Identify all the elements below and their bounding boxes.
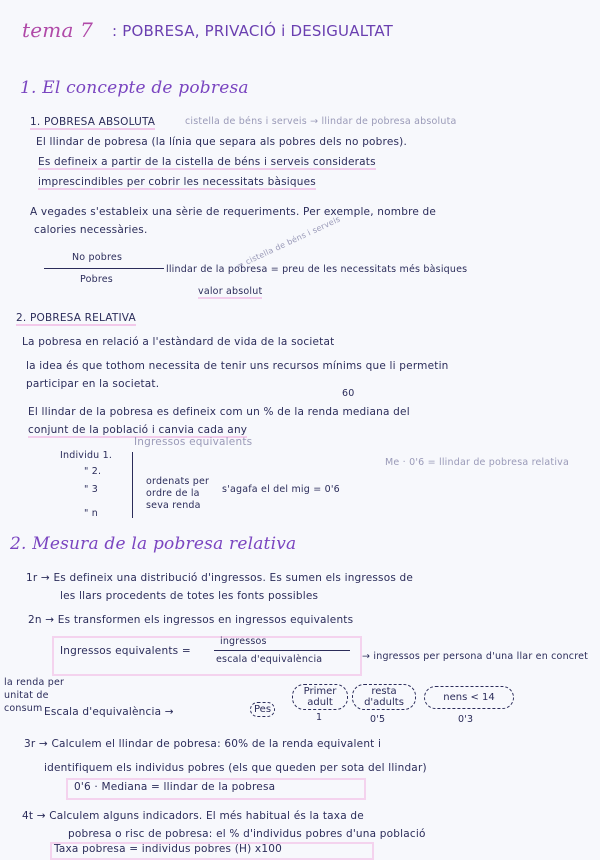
text-line: Es defineix a partir de la cistella de béns i serveis considerats [38, 156, 376, 168]
section1-heading: 1. El concepte de pobresa [20, 78, 249, 98]
cloud-nens: nens < 14 [424, 686, 514, 709]
cloud-pes: Pes [250, 702, 275, 717]
list-item: Individu 1. [60, 450, 113, 461]
section2-heading: 2. Mesura de la pobresa relativa [10, 534, 297, 554]
text-line: El llindar de pobresa (la línia que separa als pobres dels no pobres). [36, 136, 407, 148]
diagram-note: = cistella de béns i serveis [235, 214, 342, 271]
text-line: El llindar de la pobresa es defineix com un % de la renda mediana del [28, 406, 410, 418]
formula-result: → ingressos per persona d'una llar en concret [362, 651, 589, 662]
result-note: s'agafa el del mig = 0'6 [222, 484, 340, 495]
list-item: " 2. [84, 466, 102, 477]
formula-num: ingressos [220, 636, 267, 647]
pct-note: 60 [342, 388, 355, 399]
text-line: participar en la societat. [26, 378, 160, 390]
cloud-resta-adults: resta d'adults [352, 684, 416, 710]
step3-box-text: 0'6 · Mediana = llindar de la pobresa [74, 781, 276, 793]
step-line: identifiquem els individus pobres (els que queden per sota del llindar) [44, 762, 427, 774]
side-note: Me · 0'6 = llindar de pobresa relativa [385, 457, 570, 468]
diagram-right: llindar de la pobresa = preu de les necessitats més bàsiques [166, 264, 468, 275]
list-header: Ingressos equivalents [134, 436, 253, 448]
diagram-bottom: Pobres [80, 274, 113, 285]
divider-line [44, 268, 164, 269]
text-line: A vegades s'estableix una sèrie de requeriments. Per exemple, nombre de [30, 206, 437, 218]
list-item: " n [84, 508, 99, 519]
value-05: 0'5 [370, 714, 386, 725]
text-line: La pobresa en relació a l'estàndard de vida de la societat [22, 336, 335, 348]
title-tema: tema 7 [22, 18, 94, 42]
text-line: imprescindibles per cobrir les necessitats bàsiques [38, 176, 316, 188]
diagram-below: valor absolut [198, 286, 263, 297]
value-03: 0'3 [458, 714, 474, 725]
formula-den: escala d'equivalència [216, 654, 323, 665]
absoluta-aside: cistella de béns i serveis → llindar de pobresa absoluta [185, 116, 457, 127]
step-line: 4t → Calculem alguns indicadors. El més habitual és la taxa de [22, 810, 364, 822]
absoluta-label: 1. POBRESA ABSOLUTA [30, 116, 156, 128]
escala-label: Escala d'equivalència → [44, 706, 174, 718]
step-line: pobresa o risc de pobresa: el % d'individus pobres d'una població [68, 828, 426, 840]
cloud-primer-adult: Primer adult [292, 684, 348, 710]
text-line: conjunt de la població i canvia cada any [28, 424, 248, 436]
formula-lhs: Ingressos equivalents = [60, 645, 191, 657]
step4-box-text: Taxa pobresa = individus pobres (H) x100 [54, 843, 282, 855]
step-line: 3r → Calculem el llindar de pobresa: 60% de la renda equivalent i [24, 738, 382, 750]
text-line: calories necessàries. [34, 224, 148, 236]
list-item: " 3 [84, 484, 99, 495]
diagram-top: No pobres [72, 252, 123, 263]
step-line: 2n → Es transformen els ingressos en ingressos equivalents [28, 614, 354, 626]
fraction-line [214, 650, 350, 651]
relativa-label: 2. POBRESA RELATIVA [16, 312, 136, 324]
brace [132, 452, 133, 518]
value-1: 1 [316, 712, 323, 723]
formula-note: la renda per unitat de consum [4, 677, 65, 714]
title-text: : POBRESA, PRIVACIÓ i DESIGUALTAT [112, 22, 394, 40]
step-line: les llars procedents de totes les fonts possibles [60, 590, 319, 602]
step-line: 1r → Es defineix una distribució d'ingressos. Es sumen els ingressos de [26, 572, 414, 584]
text-line: la idea és que tothom necessita de tenir uns recursos mínims que li permetin [26, 360, 449, 372]
ordered-note: ordenats per ordre de la seva renda [146, 476, 210, 511]
